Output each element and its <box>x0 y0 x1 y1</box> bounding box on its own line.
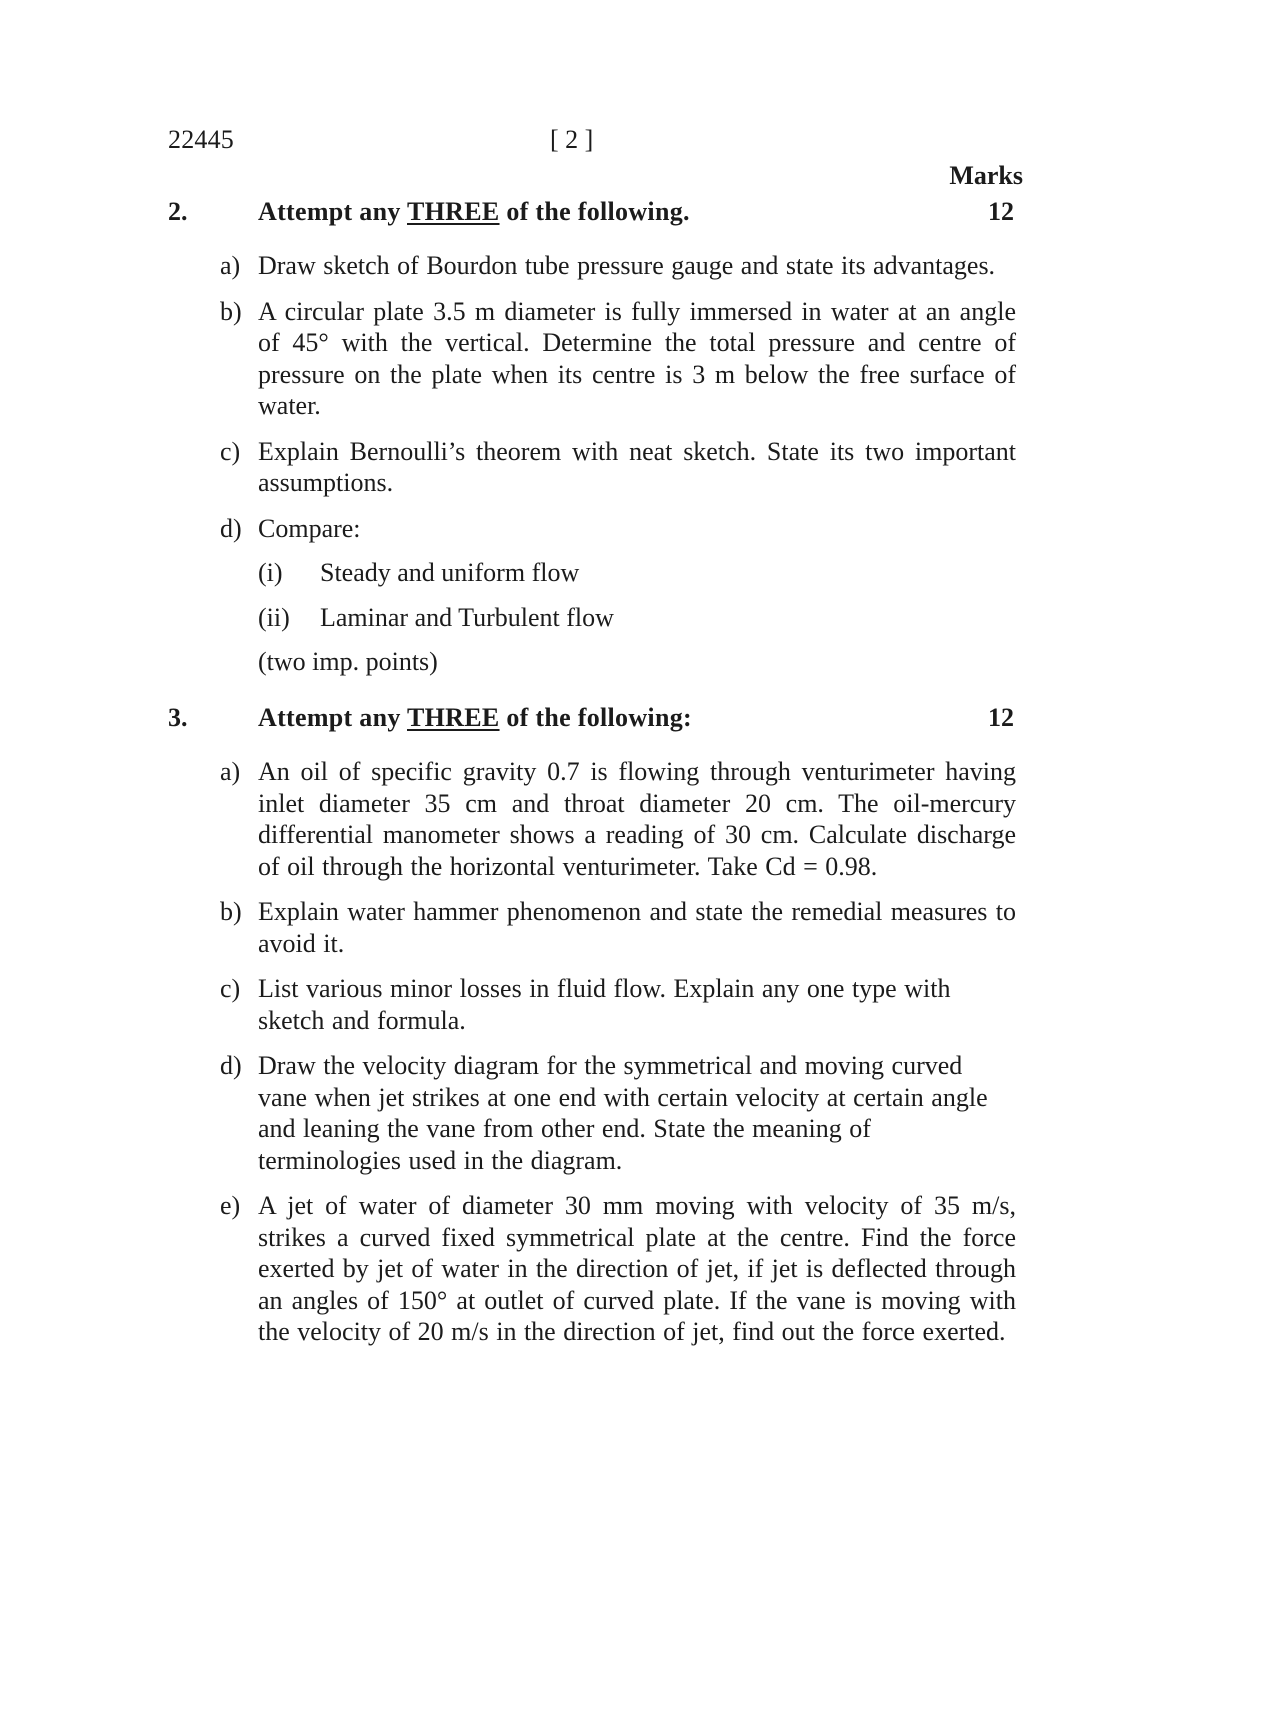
question-title-prefix: Attempt any <box>258 197 407 226</box>
sub-item-label: d) <box>220 513 242 543</box>
list-item <box>168 436 1016 499</box>
question-heading <box>168 702 1016 742</box>
roman-item-text: Steady and uniform flow <box>320 558 580 587</box>
sub-item-text: List various minor losses in fluid flow. Explain any one type with sketch and formula. <box>258 974 951 1035</box>
marks-column-label: Marks <box>949 161 1023 190</box>
list-item <box>168 973 1016 1036</box>
sub-item-text: An oil of specific gravity 0.7 is flowing through venturimeter having inlet diameter 35 cm and throat diameter 20 cm. The oil-mercury differential manometer shows a reading of 30 cm. Calculate discharge of oil through the horizontal venturimeter. Take Cd = 0.98. <box>258 757 1016 881</box>
list-item <box>168 296 1016 422</box>
question-sub-item-list <box>168 250 1016 678</box>
sub-item-text: Explain water hammer phenomenon and state the remedial measures to avoid it. <box>258 897 1016 958</box>
question-title <box>258 196 690 228</box>
question-title <box>258 702 692 734</box>
list-item <box>168 513 1016 678</box>
list-item <box>168 250 1016 282</box>
question-number: 3. <box>168 703 188 732</box>
paper-code: 22445 <box>168 125 234 154</box>
question-heading <box>168 196 1016 236</box>
sub-item-label: b) <box>220 897 242 926</box>
sub-item-label: d) <box>220 1051 242 1080</box>
list-item <box>168 1050 1016 1176</box>
sub-item-label: e) <box>220 1191 241 1220</box>
list-item <box>168 896 1016 959</box>
sub-item-label: a) <box>220 251 241 280</box>
sub-item-text: Draw sketch of Bourdon tube pressure gauge and state its advantages. <box>258 251 996 280</box>
sub-item-label: c) <box>220 436 241 466</box>
question-marks: 12 <box>988 703 1014 732</box>
question-title-suffix: of the following: <box>499 703 692 732</box>
roman-item-label: (ii) <box>258 602 290 632</box>
question-block-2 <box>168 196 1016 678</box>
list-item <box>168 1190 1016 1348</box>
sub-item-text: A circular plate 3.5 m diameter is fully immersed in water at an angle of 45° with the vertical. Determine the total pressure and centre of pressure on the plate when its centre is 3 m below the free surface of water. <box>258 296 1016 420</box>
sub-item-text: Explain Bernoulli’s theorem with neat sketch. State its two important assumptions. <box>258 436 1016 497</box>
question-title-emphasis: THREE <box>407 197 500 226</box>
sub-item-text: Compare: <box>258 513 361 543</box>
list-item <box>258 602 1016 634</box>
sub-item-text: A jet of water of diameter 30 mm moving with velocity of 35 m/s, strikes a curved fixed symmetrical plate at the centre. Find the force exerted by jet of water in the direction of jet, if jet is deflected through an angles of 150° at outlet of curved plate. If the vane is moving with the velocity of 20 m/s in the direction of jet, find out the force exerted. <box>258 1191 1016 1346</box>
sub-item-label: c) <box>220 974 241 1003</box>
question-block-3 <box>168 702 1016 1348</box>
list-item <box>168 756 1016 882</box>
question-number: 2. <box>168 197 188 226</box>
question-title-emphasis: THREE <box>407 703 500 732</box>
question-marks: 12 <box>988 197 1014 226</box>
question-sub-item-list <box>168 756 1016 1348</box>
page-header <box>168 125 1023 190</box>
question-title-suffix: of the following. <box>499 197 690 226</box>
roman-item-label: (i) <box>258 558 283 587</box>
compare-note: (two imp. points) <box>258 647 438 676</box>
sub-item-text: Draw the velocity diagram for the symmetrical and moving curved vane when jet strikes at one end with certain velocity at certain angle and leaning the vane from other end. State the meaning of terminologies used in the diagram. <box>258 1051 988 1175</box>
compare-roman-list <box>258 557 1016 633</box>
sub-item-label: a) <box>220 757 241 786</box>
list-item <box>258 557 1016 589</box>
roman-item-text: Laminar and Turbulent flow <box>320 602 614 632</box>
page-number: [ 2 ] <box>550 125 594 154</box>
sub-item-label: b) <box>220 296 242 326</box>
question-title-prefix: Attempt any <box>258 703 407 732</box>
